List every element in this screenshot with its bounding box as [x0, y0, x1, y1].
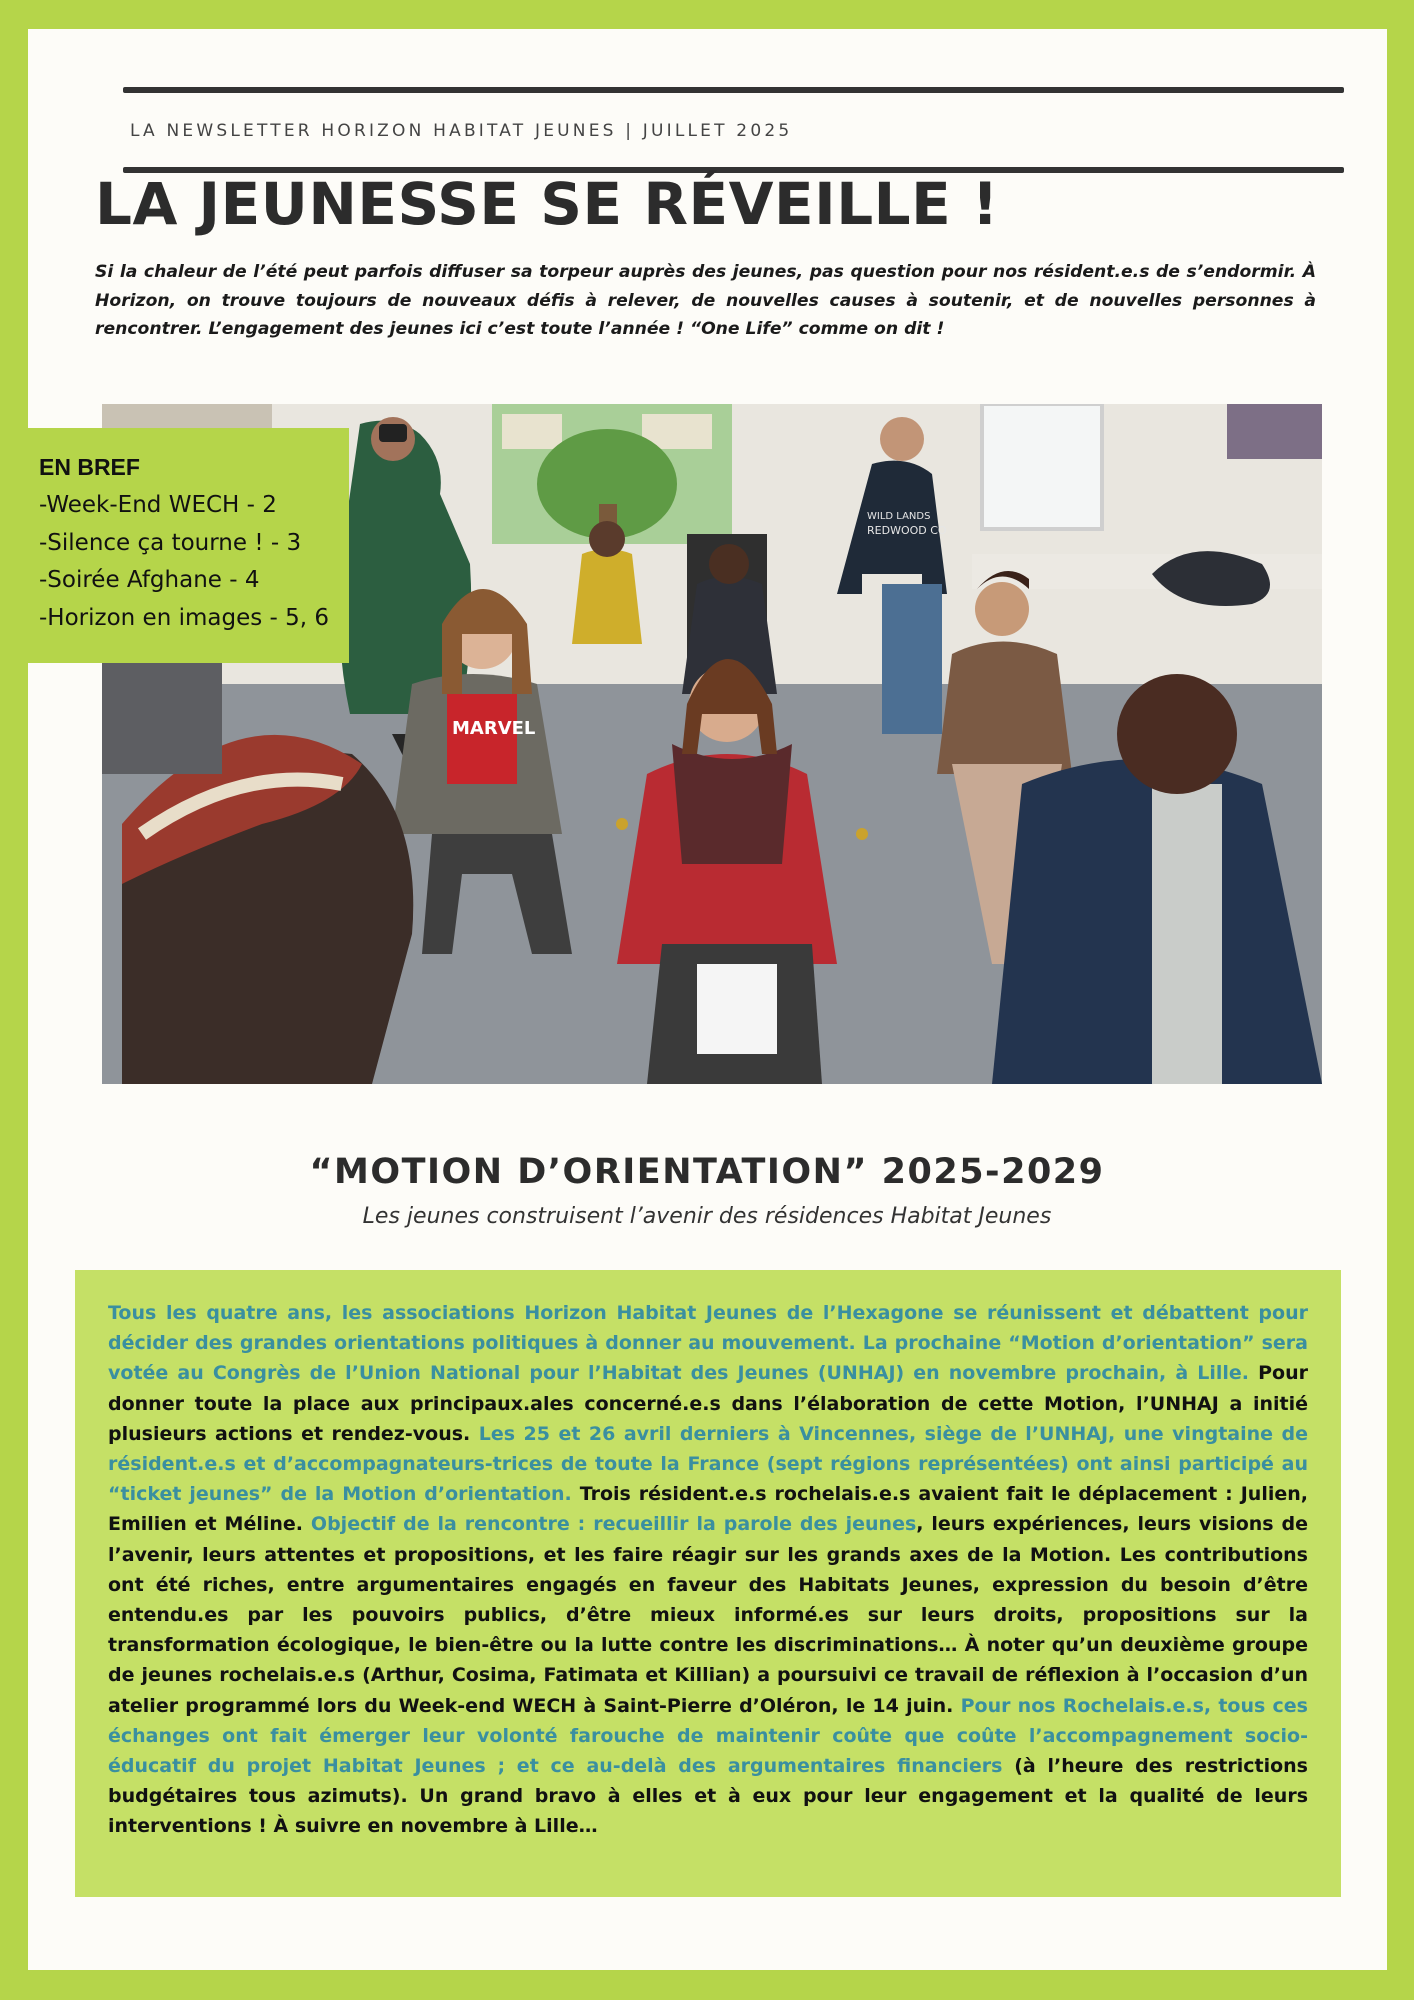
en-bref-box: [24, 428, 349, 663]
article-segment-highlight: Les 25 et 26 avril derniers à Vincennes, siège de l’UNHAJ, une vingtaine de résident.e.s et d’accompagnateurs-trices de toute la France (sept régions représentées) ont ainsi participé au “ticket jeunes” de la Motion d’orientation.: [108, 1422, 1308, 1506]
en-bref-item: -Soirée Afghane - 4: [39, 567, 260, 593]
article-segment: , leurs expériences, leurs visions de l’avenir, leurs attentes et propositions, et les faire réagir sur les grands axes de la Motion. Les contributions ont été riches, entre argumentaires engagés en faveur des Habitats Jeunes, expression du besoin d’être entendu.es par les pouvoirs publics, d’être mieux informé.es sur leurs droits, propositions sur la transformation écologique, le bien-être ou la lutte contre les discriminations… À noter qu’un deuxième groupe de jeunes rochelais.e.s (Arthur, Cosima, Fatimata et Killian) a poursuivi ce travail de réflexion à l’occasion d’un atelier programmé lors du Week-end WECH à Saint-Pierre d’Oléron, le 14 juin.: [108, 1513, 1309, 1717]
article-segment-highlight: Objectif de la rencontre : recueillir la parole des jeunes: [303, 1513, 917, 1536]
svg-text:WILD LANDS: WILD LANDS: [867, 511, 931, 522]
en-bref-item: -Silence ça tourne ! - 3: [39, 529, 302, 556]
en-bref-title: EN BREF: [39, 454, 140, 480]
article-box: [75, 1270, 1341, 1897]
svg-text:REDWOOD CO: REDWOOD CO: [867, 524, 947, 537]
article-segment-highlight: Tous les quatre ans, les associations Horizon Habitat Jeunes de l’Hexagone se réunissent et débattent pour décider des grandes orientations politiques à donner au mouvement. La prochaine “Motion d’orientation” sera votée au Congrès de l’Union National pour l’Habitat des Jeunes (UNHAJ) en novembre prochain, à Lille.: [108, 1302, 1308, 1385]
headline: LA JEUNESSE SE RÉVEILLE !: [95, 170, 999, 238]
article-segment-highlight: Pour nos Rochelais.e.s, tous ces échanges ont fait émerger leur volonté farouche de maintenir coûte que coûte l’accompagnement socio-éducatif du projet Habitat Jeunes ; et ce au-delà des argumentaires financiers: [108, 1694, 1308, 1778]
newsletter-kicker: LA NEWSLETTER HORIZON HABITAT JEUNES | JUILLET 2025: [130, 121, 793, 141]
en-bref-item: -Horizon en images - 5, 6: [39, 604, 330, 631]
article-segment: (à l’heure des restrictions budgétaires tous azimuts). Un grand bravo à elles et à eux pour leur engagement et la qualité de leurs interventions ! À suivre en novembre à Lille…: [108, 1755, 1308, 1838]
en-bref-item: -Week-End WECH - 2: [39, 492, 277, 518]
article-segment: Pour donner toute la place aux principaux.ales concerné.e.s dans l’élaboration de cette Motion, l’UNHAJ a initié plusieurs actions et rendez-vous.: [108, 1362, 1308, 1445]
article-segment: Trois résident.e.s rochelais.e.s avaient fait le déplacement : Julien, Emilien et Méline.: [108, 1483, 1308, 1536]
header-rule-top: [123, 87, 1344, 93]
article-body: [108, 1298, 1308, 1842]
article-title: “MOTION D’ORIENTATION” 2025-2029: [309, 1152, 1105, 1192]
article-subtitle: Les jeunes construisent l’avenir des résidences Habitat Jeunes: [362, 1204, 1052, 1229]
lede-paragraph: Si la chaleur de l’été peut parfois diffuser sa torpeur auprès des jeunes, pas question pour nos résident.e.s de s’endormir. À Horizon, on trouve toujours de nouveaux défis à relever, de nouvelles causes à soutenir, et de nouvelles personnes à rencontrer. L’engagement des jeunes ici c’est toute l’année ! “One Life” comme on dit !: [95, 262, 1316, 339]
shirt-text-marvel: MARVEL: [452, 718, 536, 739]
